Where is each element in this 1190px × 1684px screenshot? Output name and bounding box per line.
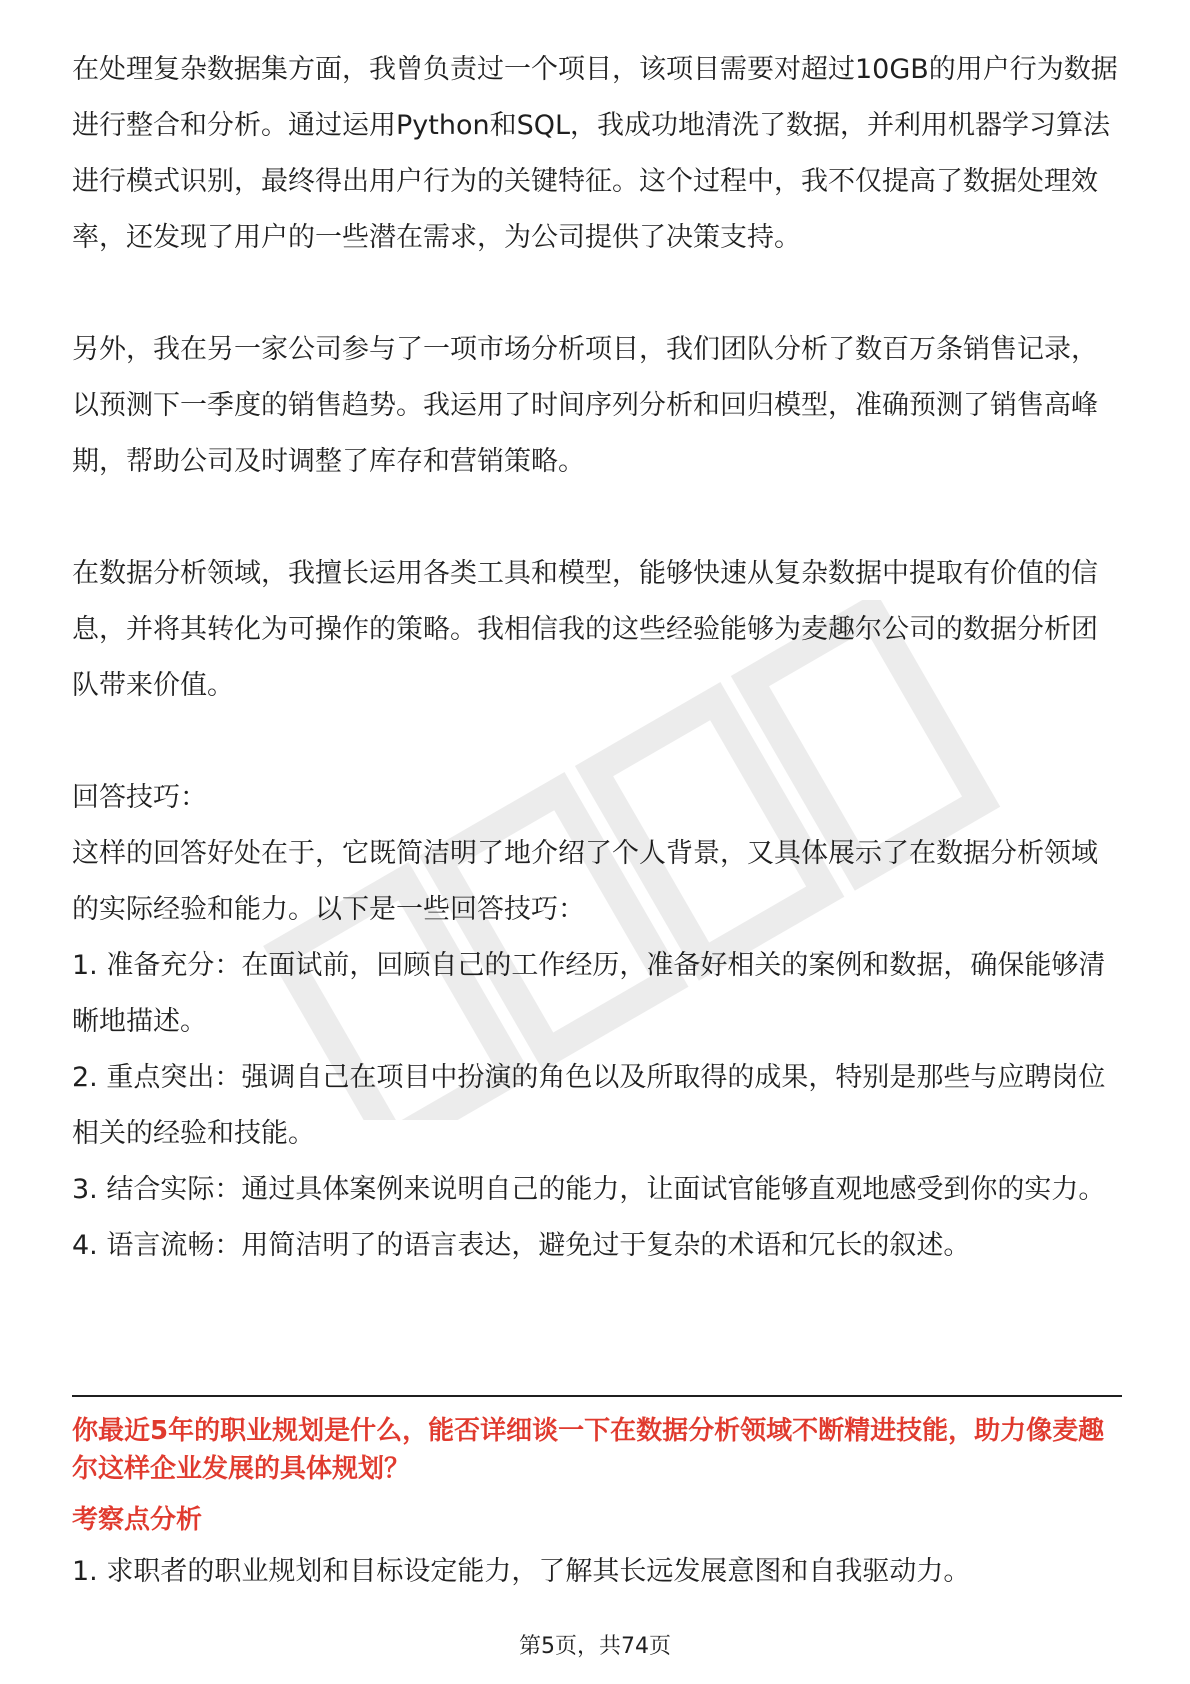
- answer-paragraph-3: 在数据分析领域，我擅长运用各类工具和模型，能够快速从复杂数据中提取有价值的信息，并将其转化为可操作的策略。我相信我的这些经验能够为麦趣尔公司的数据分析团队带来价值。: [72, 558, 1098, 701]
- section-divider: [72, 1395, 1122, 1397]
- tip-item-4: 4. 语言流畅：用简洁明了的语言表达，避免过于复杂的术语和冗长的叙述。: [72, 1230, 971, 1261]
- tip-item-2: 2. 重点突出：强调自己在项目中扮演的角色以及所取得的成果，特别是那些与应聘岗位相关的经验和技能。: [72, 1062, 1106, 1149]
- tips-intro: 这样的回答好处在于，它既简洁明了地介绍了个人背景，又具体展示了在数据分析领域的实际经验和能力。以下是一些回答技巧：: [72, 838, 1098, 925]
- answer-paragraph-1: 在处理复杂数据集方面，我曾负责过一个项目，该项目需要对超过10GB的用户行为数据进行整合和分析。通过运用Python和SQL，我成功地清洗了数据，并利用机器学习算法进行模式识别，最终得出用户行为的关键特征。这个过程中，我不仅提高了数据处理效率，还发现了用户的一些潜在需求，为公司提供了决策支持。: [72, 54, 1118, 253]
- tip-item-1: 1. 准备充分：在面试前，回顾自己的工作经历，准备好相关的案例和数据，确保能够清晰地描述。: [72, 950, 1106, 1037]
- main-content: [72, 42, 1122, 1274]
- answer-paragraph-2: 另外，我在另一家公司参与了一项市场分析项目，我们团队分析了数百万条销售记录，以预测下一季度的销售趋势。我运用了时间序列分析和回归模型，准确预测了销售高峰期，帮助公司及时调整了库存和营销策略。: [72, 334, 1098, 477]
- next-question-title: 你最近5年的职业规划是什么，能否详细谈一下在数据分析领域不断精进技能，助力像麦趣尔这样企业发展的具体规划？: [72, 1416, 1105, 1484]
- analysis-point-1: 1. 求职者的职业规划和目标设定能力，了解其长远发展意图和自我驱动力。: [72, 1556, 971, 1587]
- tip-item-3: 3. 结合实际：通过具体案例来说明自己的能力，让面试官能够直观地感受到你的实力。: [72, 1174, 1106, 1205]
- tips-section: [72, 770, 1122, 1274]
- page-footer: 第5页，共74页: [519, 1634, 671, 1659]
- analysis-section-title: 考察点分析: [72, 1505, 203, 1535]
- tips-heading: 回答技巧：: [72, 782, 207, 813]
